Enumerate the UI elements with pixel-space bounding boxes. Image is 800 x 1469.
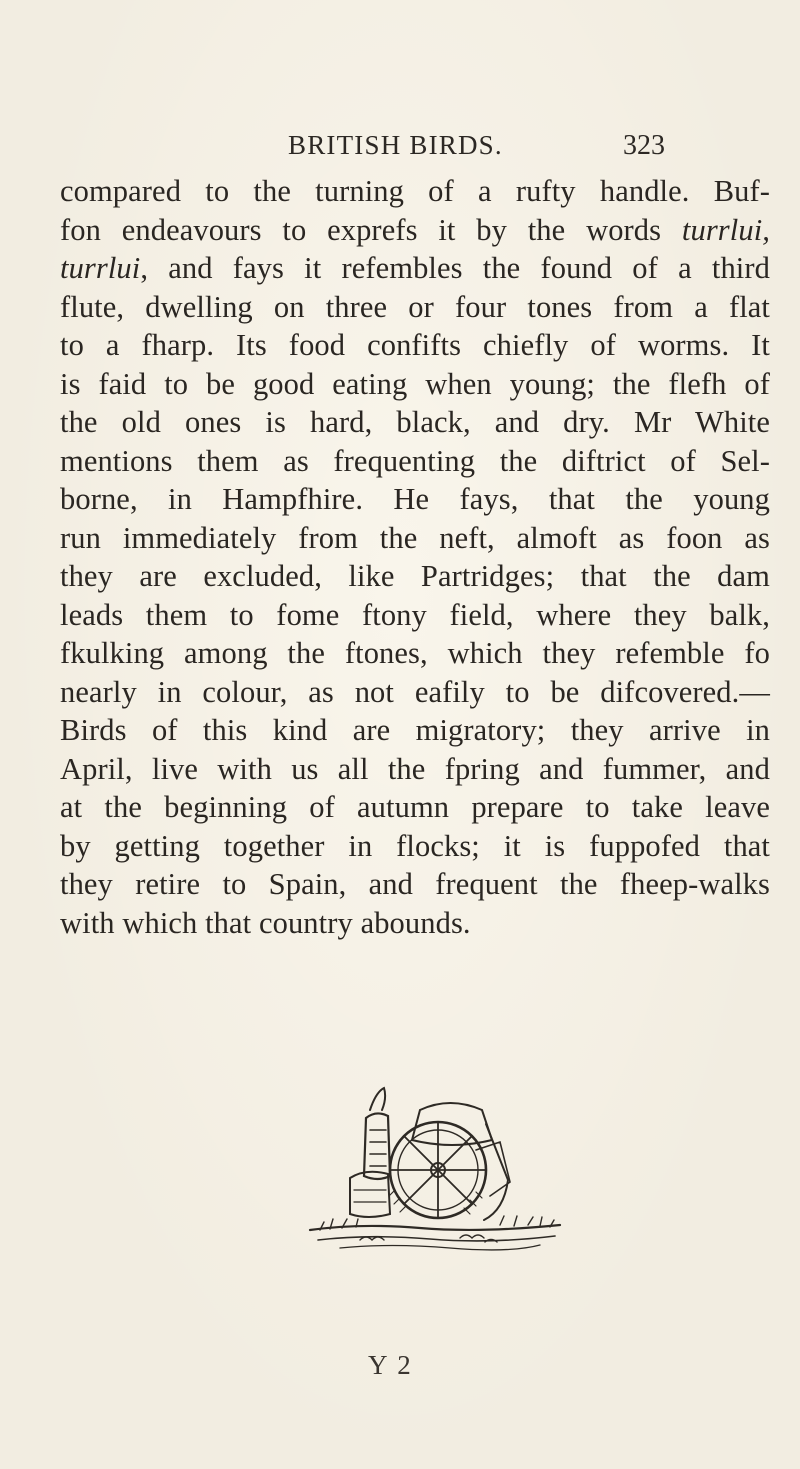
text-line: Birds of this kind are migratory; they arrive in [60, 713, 770, 747]
text-line: by getting together in flocks; it is fuppofed that [60, 828, 770, 863]
text-line: fkulking among the ftones, which they refemble fo [60, 636, 770, 670]
text-line: flute, dwelling on three or four tones from a flat [60, 289, 770, 324]
text-line [60, 249, 770, 288]
text-line: April, live with us all the fpring and fummer, and [60, 751, 770, 786]
text-line: the old ones is hard, black, and dry. Mr White [60, 405, 770, 439]
text-line: with which that country abounds. [60, 905, 471, 940]
text-run: fon endeavours to exprefs it by the words [60, 212, 682, 247]
body-text [60, 172, 770, 942]
text-line: compared to the turning of a rufty handle. Buf- [60, 174, 770, 208]
text-line: they retire to Spain, and frequent the fheep-walks [60, 867, 770, 901]
text-line: at the beginning of autumn prepare to take leave [60, 790, 770, 824]
wheel-vignette-illustration [300, 1080, 570, 1265]
text-line [60, 211, 770, 250]
text-line: they are excluded, like Partridges; that the dam [60, 559, 770, 593]
signature-mark: Y 2 [368, 1350, 413, 1380]
text-line: borne, in Hampfhire. He fays, that the young [60, 482, 770, 516]
text-line: to a fharp. Its food confifts chiefly of worms. It [60, 328, 770, 362]
text-run: , and fays it refembles the found of a third [140, 251, 770, 285]
text-line: nearly in colour, as not eafily to be difcovered.— [60, 674, 770, 709]
italic-word: turrlui, [681, 212, 770, 247]
text-line: is faid to be good eating when young; the flefh of [60, 366, 770, 401]
text-line: mentions them as frequenting the diftrict of Sel- [60, 443, 770, 478]
text-line: run immediately from the neft, almoft as foon as [60, 520, 770, 555]
running-title: BRITISH BIRDS. [288, 130, 503, 160]
page-number: 323 [623, 130, 665, 161]
text-line: leads them to fome ftony field, where they balk, [60, 597, 770, 632]
italic-word: turrlui [60, 251, 141, 285]
